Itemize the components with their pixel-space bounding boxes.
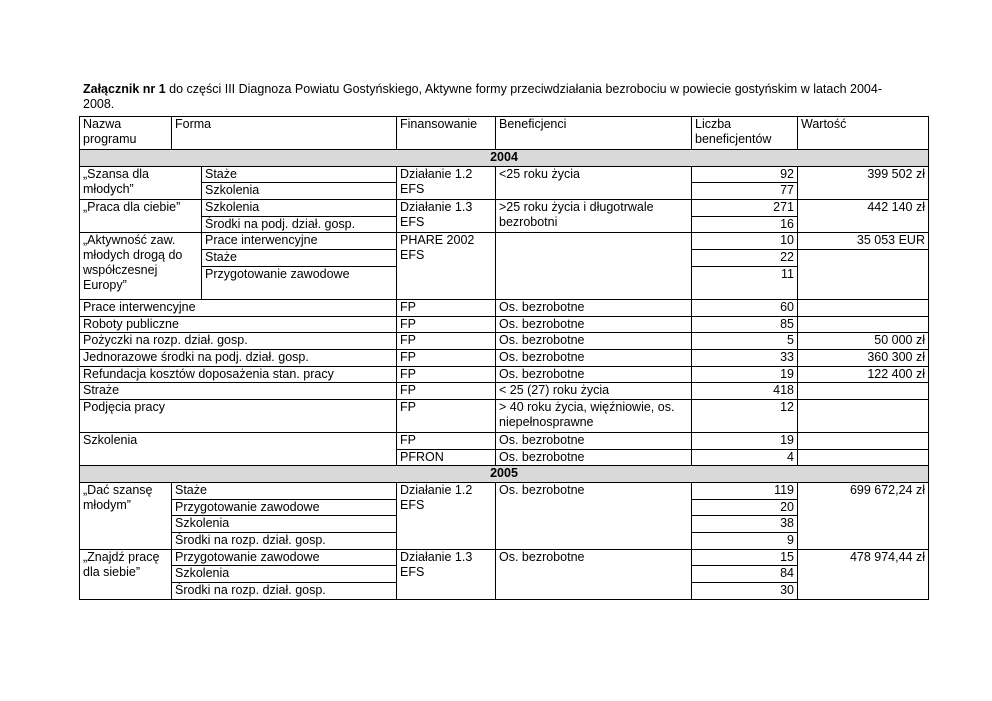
document-caption [83,82,913,112]
count-cell: 77 [692,183,798,200]
table-row [80,200,929,217]
value-cell [798,316,929,333]
beneficiaries-cell: Os. bezrobotne [496,366,692,383]
financing-cell: Działanie 1.2 EFS [397,483,496,550]
table-row [80,549,929,566]
count-cell: 9 [692,533,798,550]
table-row [80,366,929,383]
value-cell: 699 672,24 zł [798,483,929,550]
count-cell: 5 [692,333,798,350]
form-cell: Pożyczki na rozp. dział. gosp. [80,333,397,350]
beneficiaries-cell: Os. bezrobotne [496,316,692,333]
program-name: „Znajdź pracę dla siebie” [80,549,172,599]
value-cell: 122 400 zł [798,366,929,383]
count-cell: 15 [692,549,798,566]
form-cell: Szkolenia [172,566,397,583]
table-row [80,399,929,432]
table-row [80,333,929,350]
form-cell: Przygotowanie zawodowe [172,499,397,516]
table-row [80,383,929,400]
year-row [80,466,929,483]
financing-cell: PFRON [397,449,496,466]
count-cell: 271 [692,200,798,217]
form-cell: Jednorazowe środki na podj. dział. gosp. [80,349,397,366]
count-cell: 11 [692,266,798,299]
form-cell: Prace interwencyjne [202,233,397,250]
financing-cell: FP [397,349,496,366]
beneficiaries-cell: Os. bezrobotne [496,349,692,366]
count-cell: 20 [692,499,798,516]
count-cell: 4 [692,449,798,466]
count-cell: 12 [692,399,798,432]
form-cell: Szkolenia [172,516,397,533]
count-cell: 16 [692,216,798,233]
beneficiaries-cell: >25 roku życia i długotrwale bezrobotni [496,200,692,233]
beneficiaries-cell: <25 roku życia [496,166,692,199]
form-cell: Staże [202,166,397,183]
beneficiaries-cell: Os. bezrobotne [496,483,692,550]
form-cell: Prace interwencyjne [80,299,397,316]
caption-bold: Załącznik nr 1 [83,82,166,96]
program-name: „Szansa dla młodych” [80,166,202,199]
value-cell: 442 140 zł [798,200,929,233]
value-cell [798,432,929,449]
year-2004: 2004 [80,150,929,167]
form-cell: Szkolenia [202,200,397,217]
financing-cell: FP [397,366,496,383]
caption-text: do części III Diagnoza Powiatu Gostyńskiego, Aktywne formy przeciwdziałania bezrobociu w powiecie gostyńskim w latach 2004-2008. [83,82,882,111]
financing-cell: FP [397,383,496,400]
form-cell: Straże [80,383,397,400]
beneficiaries-cell: < 25 (27) roku życia [496,383,692,400]
beneficiaries-cell: Os. bezrobotne [496,333,692,350]
header-wartosc: Wartość [798,117,929,150]
count-cell: 19 [692,366,798,383]
table-row [80,483,929,500]
form-cell: Staże [172,483,397,500]
beneficiaries-cell: Os. bezrobotne [496,299,692,316]
header-liczba: Liczba beneficjentów [692,117,798,150]
value-cell: 399 502 zł [798,166,929,199]
table-row [80,166,929,183]
value-cell [798,449,929,466]
table-row [80,316,929,333]
financing-cell: FP [397,432,496,449]
header-beneficjenci: Beneficjenci [496,117,692,150]
year-2005: 2005 [80,466,929,483]
form-cell: Przygotowanie zawodowe [172,549,397,566]
table-row [80,233,929,250]
table-row [80,299,929,316]
form-cell: Refundacja kosztów doposażenia stan. pracy [80,366,397,383]
header-finansowanie: Finansowanie [397,117,496,150]
financing-cell: Działanie 1.3 EFS [397,200,496,233]
header-row [80,117,929,150]
program-name: „Dać szansę młodym” [80,483,172,550]
financing-cell: Działanie 1.2 EFS [397,166,496,199]
table-row [80,432,929,449]
financing-cell: Działanie 1.3 EFS [397,549,496,599]
financing-cell: FP [397,333,496,350]
count-cell: 85 [692,316,798,333]
beneficiaries-cell: Os. bezrobotne [496,449,692,466]
form-cell: Przygotowanie zawodowe [202,266,397,299]
form-cell: Środki na rozp. dział. gosp. [172,533,397,550]
form-cell: Środki na rozp. dział. gosp. [172,583,397,600]
value-cell: 50 000 zł [798,333,929,350]
value-cell [798,250,929,300]
value-cell: 478 974,44 zł [798,549,929,599]
financing-cell: FP [397,399,496,432]
year-row [80,150,929,167]
form-cell: Roboty publiczne [80,316,397,333]
value-cell [798,299,929,316]
count-cell: 119 [692,483,798,500]
count-cell: 30 [692,583,798,600]
count-cell: 38 [692,516,798,533]
beneficiaries-cell: Os. bezrobotne [496,549,692,599]
count-cell: 84 [692,566,798,583]
value-cell [798,383,929,400]
programs-table [79,116,929,600]
value-cell [798,399,929,432]
value-cell: 360 300 zł [798,349,929,366]
form-cell: Szkolenia [80,432,397,465]
financing-cell: FP [397,299,496,316]
beneficiaries-cell: > 40 roku życia, więźniowie, os. niepełnosprawne [496,399,692,432]
header-forma: Forma [172,117,397,150]
beneficiaries-cell: Os. bezrobotne [496,432,692,449]
program-name: „Aktywność zaw. młodych drogą do współczesnej Europy” [80,233,202,299]
count-cell: 418 [692,383,798,400]
count-cell: 22 [692,250,798,267]
form-cell: Podjęcia pracy [80,399,397,432]
value-cell: 35 053 EUR [798,233,929,250]
program-name: „Praca dla ciebie” [80,200,202,233]
count-cell: 10 [692,233,798,250]
beneficiaries-cell [496,233,692,299]
form-cell: Szkolenia [202,183,397,200]
count-cell: 33 [692,349,798,366]
header-nazwa: Nazwa programu [80,117,172,150]
count-cell: 60 [692,299,798,316]
count-cell: 19 [692,432,798,449]
form-cell: Staże [202,250,397,267]
count-cell: 92 [692,166,798,183]
financing-cell: FP [397,316,496,333]
table-row [80,349,929,366]
financing-cell: PHARE 2002 EFS [397,233,496,299]
form-cell: Środki na podj. dział. gosp. [202,216,397,233]
